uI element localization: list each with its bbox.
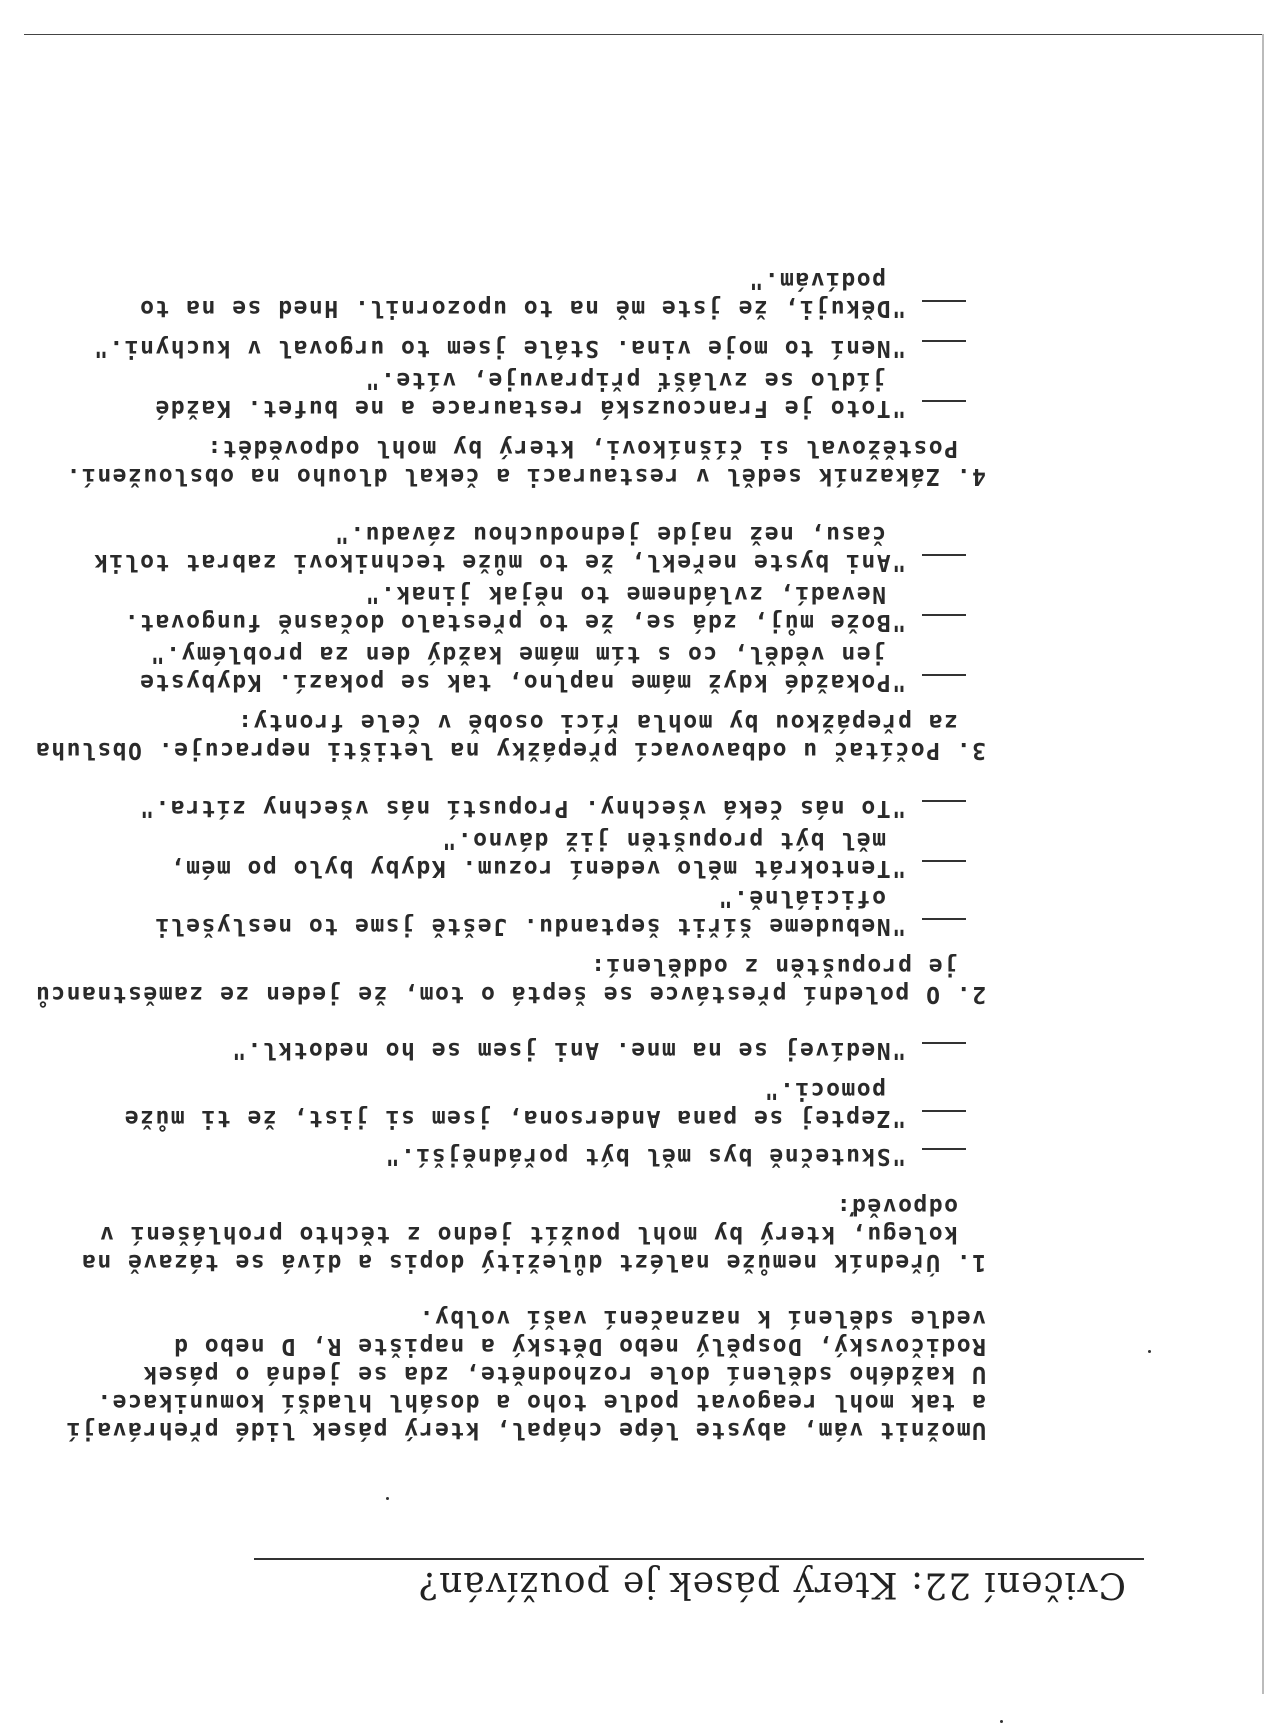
answer-text: "Bože můj, zdá se, že to přestalo dočasně fungovat. [123, 609, 906, 635]
answer-text: "Tentokrát mělo vedení rozum. Kdyby bylo po mém, [169, 855, 906, 881]
intro-line: Umožnit vám, abyste lépe chápal, který pásek lidé přehrávají [65, 1417, 986, 1443]
answer-text: "Skutečně bys měl být pořádnější." [384, 1143, 906, 1169]
answer-blank[interactable] [922, 674, 966, 676]
answer-blank[interactable] [922, 1110, 966, 1112]
answer-text: jídlo se zvlášť připravuje, víte." [364, 367, 886, 393]
answer-blank[interactable] [922, 614, 966, 616]
answer-text: pomoci." [763, 1077, 886, 1103]
title-rule [254, 1558, 1144, 1560]
answer-blank[interactable] [922, 800, 966, 802]
answer-text: "Zeptej se pana Andersona, jsem si jist, že ti může [123, 1105, 906, 1131]
answer-text: "Nebudeme šířit šeptandu. Ještě jsme to neslyšeli [153, 913, 906, 939]
answer-blank[interactable] [922, 300, 966, 302]
question-2-prompt: 2. O polední přestávce se šeptá o tom, že jeden ze zaměstnanců [34, 981, 986, 1007]
answer-blank[interactable] [922, 554, 966, 556]
answer-blank[interactable] [922, 860, 966, 862]
answer-text: "Děkuji, že jste mě na to upozornil. Hned se na to [138, 295, 906, 321]
answer-blank[interactable] [922, 1148, 966, 1150]
answer-text: času, než najde jednoduchou závadu." [333, 521, 886, 547]
answer-text: jen věděl, co s tím máme každý den za problémy." [149, 641, 886, 667]
question-1-prompt: kolegu, který by mohl použít jedno z těchto prohlášení v [98, 1221, 958, 1247]
intro-line: vedle sdělení k naznačení vaší volby. [418, 1305, 986, 1331]
answer-blank[interactable] [922, 1042, 966, 1044]
answer-text: Nevadí, zvládneme to nějak jinak." [364, 581, 886, 607]
answer-text: "Toto je Francouzská restaurace a ne bufet. Každé [153, 395, 906, 421]
intro-line: Rodičovský, Dospělý nebo Dětský a napište R, D nebo d [172, 1333, 986, 1359]
answer-text: oficiálně." [717, 885, 886, 911]
answer-text: měl být propuštěn již dávno." [440, 827, 886, 853]
answer-blank[interactable] [922, 340, 966, 342]
intro-line: U každého sdělení dole rozhodněte, zda se jedná o pásek [141, 1361, 986, 1387]
answer-blank[interactable] [922, 918, 966, 920]
question-3-prompt: za přepážkou by mohla říci osobě v čele fronty: [236, 709, 958, 735]
answer-text: podívám." [747, 267, 886, 293]
question-1-prompt: 1. Úředník nemůže nalézt důležitý dopis a dívá se tázavě na [80, 1249, 986, 1275]
answer-text: "Nedívej se na mne. Ani jsem se ho nedotkl." [230, 1037, 906, 1063]
question-1-prompt: odpověď: [835, 1193, 958, 1219]
answer-text: "Ani byste neřekl, že to může technikovi zabrat tolik [92, 549, 906, 575]
answer-blank[interactable] [922, 400, 966, 402]
page-title: Cvičení 22: Který pásek je používán? [417, 1564, 1126, 1605]
answer-text: "Pokaždé když máme naplno, tak se pokazí. Kdybyste [138, 669, 906, 695]
question-2-prompt: je propuštěn z oddělení: [589, 953, 958, 979]
question-3-prompt: 3. Počítač u odbavovací přepážky na letišti nepracuje. Obsluha [34, 737, 986, 763]
answer-text: "To nás čeká všechny. Propustí nás všechny zítra." [138, 795, 906, 821]
question-4-prompt: 4. Zákazník seděl v restauraci a čekal dlouho na obsloužení. [65, 463, 986, 489]
intro-line: a tak mohl reagovat podle toho a dosáhl hladší komunikace. [95, 1389, 986, 1415]
answer-text: "Není to moje vina. Stále jsem to urgoval v kuchyni." [92, 335, 906, 361]
question-4-prompt: Postěžoval si číšníkovi, který by mohl odpovědět: [205, 435, 958, 461]
